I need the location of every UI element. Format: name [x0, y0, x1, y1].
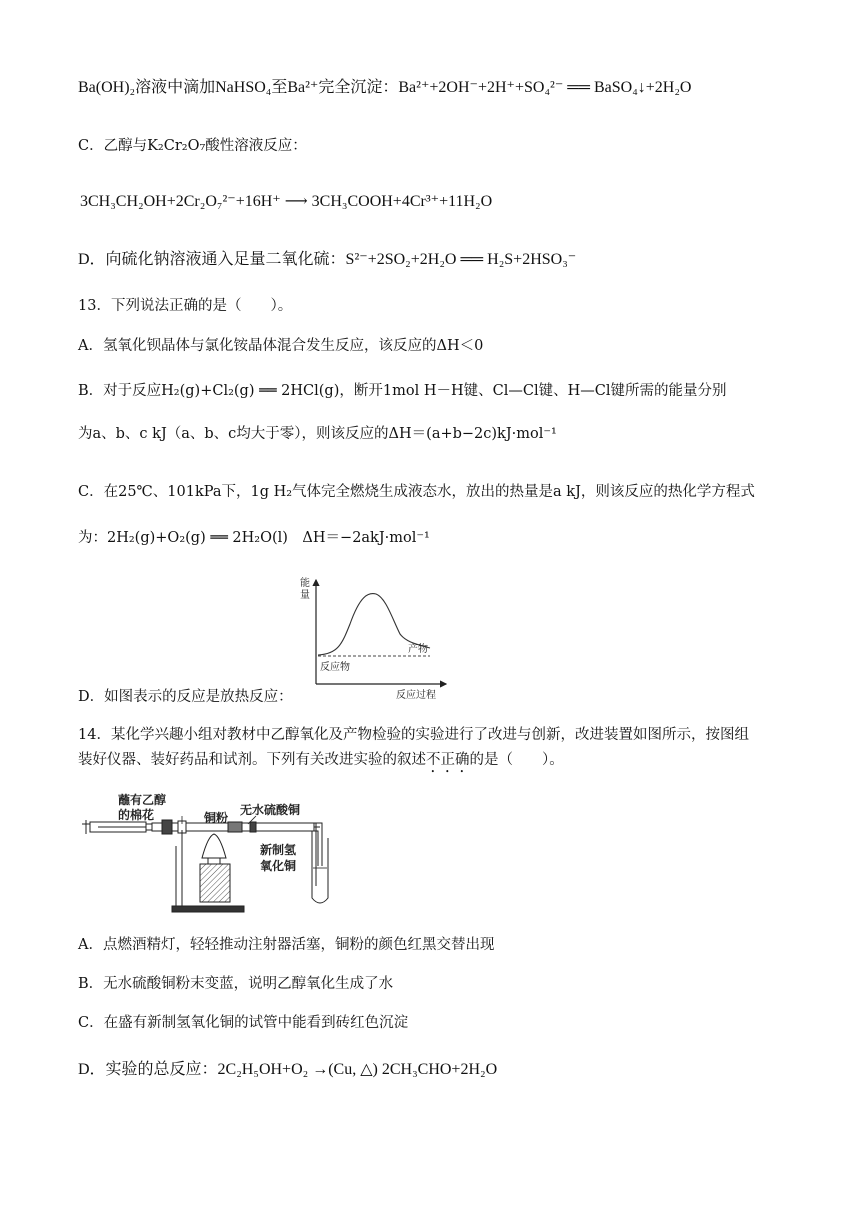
energy-diagram-reactant-label: 反应物 [320, 662, 350, 673]
q14-option-d: D．实验的总反应：2C₂H₅OH+O₂ →(Cu, △) 2CH₃CHO+2H₂O [78, 1061, 498, 1078]
q13-option-b-line2: 为a、b、c kJ（a、b、c均大于零），则该反应的ΔH＝(a+b−2c)kJ·mol⁻¹ [78, 426, 557, 442]
energy-diagram-y-label-2: 量 [300, 590, 310, 601]
q14-stem-emphasis: 不正确 [426, 752, 470, 768]
copper-label: 铜粉 [204, 811, 229, 825]
cuoh-label-2: 氧化铜 [260, 859, 297, 873]
q14-option-c: C．在盛有新制氢氧化铜的试管中能看到砖红色沉淀 [78, 1015, 409, 1031]
q12-option-d: D．向硫化钠溶液通入足量二氧化硫：S²⁻+2SO₂+2H₂O ══ H₂S+2HSO₃⁻ [78, 251, 577, 268]
q13-option-d: D．如图表示的反应是放热反应： [78, 689, 293, 705]
q12-option-c: C．乙醇与K₂Cr₂O₇酸性溶液反应： [78, 138, 307, 154]
q14-stem-line2 [78, 750, 564, 776]
cuso4-label: 无水硫酸铜 [240, 803, 301, 817]
apparatus-figure [80, 786, 350, 914]
q14-stem-line1: 14．某化学兴趣小组对教材中乙醇氧化及产物检验的实验进行了改进与创新，改进装置如图所示，按图组 [78, 727, 749, 743]
q14-stem-line2-post: 的是（ ）。 [469, 752, 564, 768]
energy-diagram-y-label-1: 能 [300, 578, 310, 589]
alcohol-lamp [200, 834, 230, 902]
q14-option-b: B．无水硫酸铜粉末变蓝，说明乙醇氧化生成了水 [78, 976, 394, 992]
q13-option-b-line1: B．对于反应H₂(g)+Cl₂(g) ══ 2HCl(g)，断开1mol H－H键、Cl—Cl键、H—Cl键所需的能量分别 [78, 383, 727, 399]
energy-diagram-x-label: 反应过程 [396, 690, 436, 701]
q13-stem: 13．下列说法正确的是（ ）。 [78, 298, 293, 314]
q13-option-c-line1: C．在25℃、101kPa下，1g H₂气体完全燃烧生成液态水，放出的热量是a kJ，则该反应的热化学方程式 [78, 484, 755, 500]
syringe [82, 820, 152, 834]
energy-diagram-product-label: 产物 [408, 644, 428, 655]
energy-diagram [292, 572, 452, 704]
test-tube [312, 838, 328, 903]
q14-option-a: A．点燃酒精灯，轻轻推动注射器活塞，铜粉的颜色红黑交替出现 [78, 937, 495, 953]
cotton-label-1: 蘸有乙醇 [118, 793, 167, 807]
cuoh-label-1: 新制氢 [260, 843, 297, 857]
delivery-tube [314, 823, 322, 866]
q12-option-c-equation: 3CH₃CH₂OH+2Cr₂O₇²⁻+16H⁺ ⟶ 3CH₃COOH+4Cr³⁺+11H₂O [80, 193, 493, 210]
q12-option-b: Ba(OH)₂溶液中滴加NaHSO₄至Ba²⁺完全沉淀：Ba²⁺+2OH⁻+2H⁺+SO₄²⁻ ══ BaSO₄↓+2H₂O [78, 79, 692, 96]
q13-option-c-line2: 为：2H₂(g)+O₂(g) ══ 2H₂O(l) ΔH＝−2akJ·mol⁻¹ [78, 530, 430, 546]
q13-option-a: A．氢氧化钡晶体与氯化铵晶体混合发生反应，该反应的ΔH＜0 [78, 338, 484, 354]
q14-stem-line2-pre: 装好仪器、装好药品和试剂。下列有关改进实验的叙述 [78, 752, 426, 768]
cotton-label-2: 的棉花 [118, 808, 155, 822]
